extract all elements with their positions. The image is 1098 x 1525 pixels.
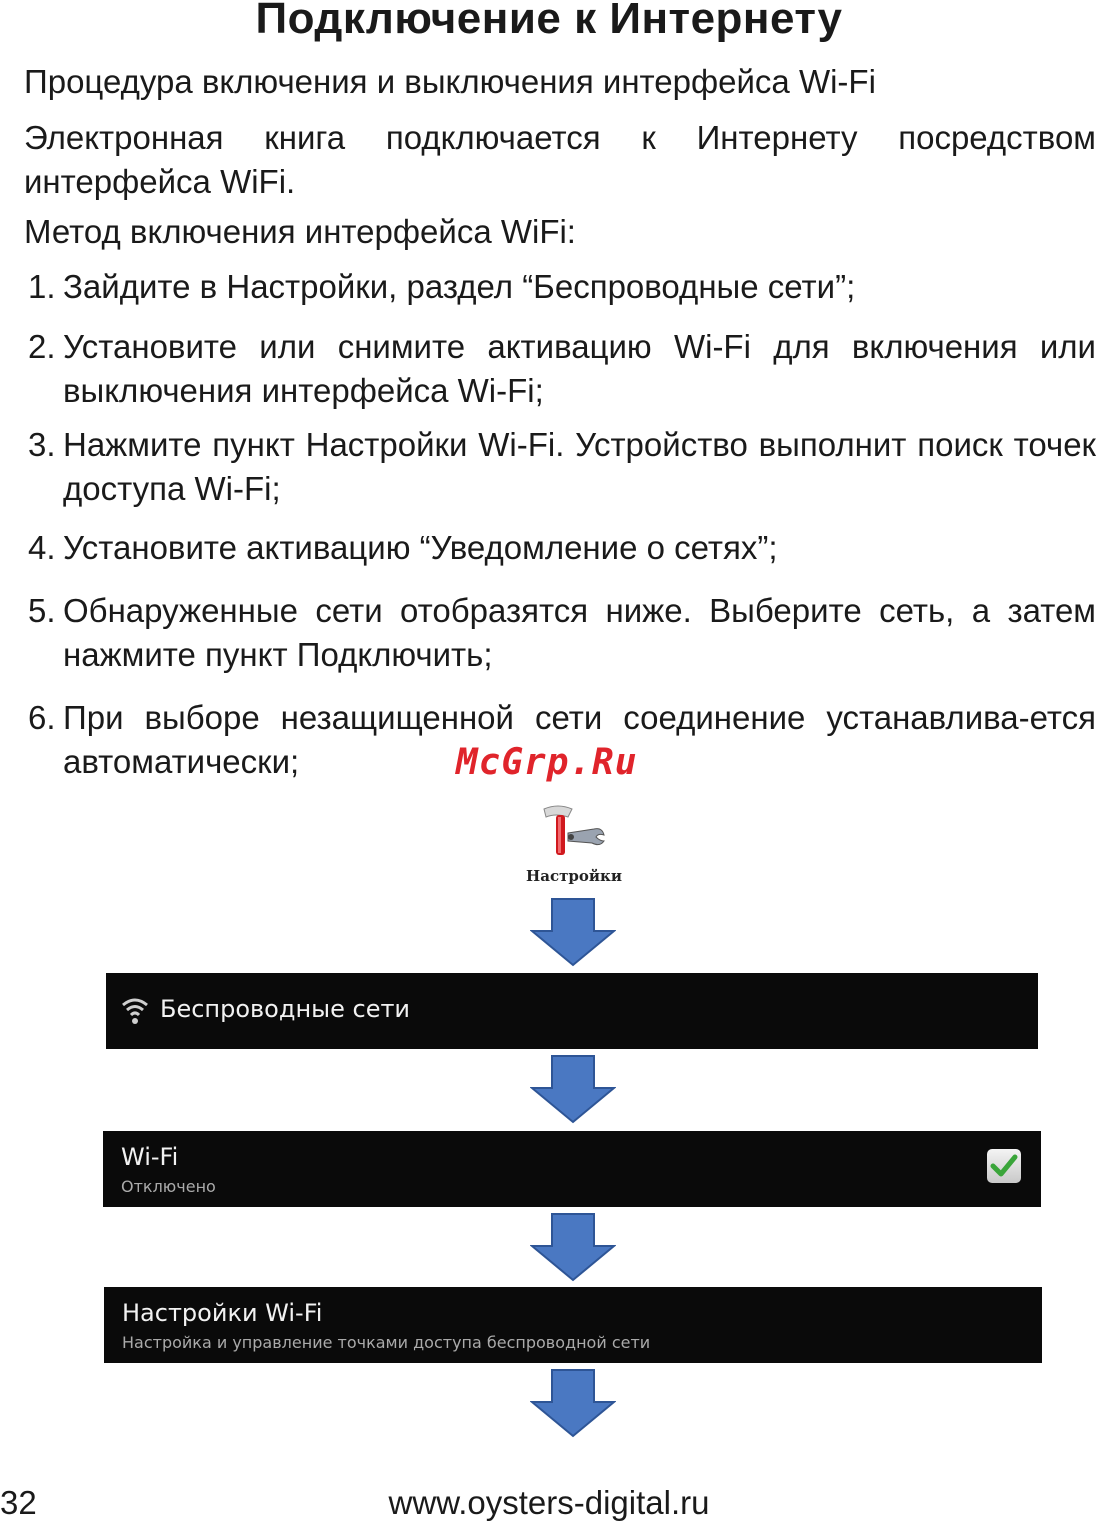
list-item-text: Зайдите в Настройки, раздел “Беспроводные сети”; bbox=[63, 268, 856, 305]
list-item bbox=[28, 325, 1096, 413]
settings-caption: Настройки bbox=[526, 867, 622, 885]
list-item-text: Установите или снимите активацию Wi-Fi для включения или выключения интерфейса Wi-Fi; bbox=[63, 328, 1096, 409]
list-item bbox=[28, 423, 1096, 511]
page-number: 32 bbox=[0, 1484, 37, 1521]
list-item-number: 3. bbox=[28, 426, 56, 463]
section-subheading: Процедура включения и выключения интерфейса Wi-Fi bbox=[24, 63, 876, 100]
arrow-down-icon bbox=[530, 1212, 616, 1282]
watermark: McGrp.Ru bbox=[456, 742, 638, 783]
wifi-settings-description: Настройка и управление точками доступа беспроводной сети bbox=[122, 1333, 651, 1352]
wifi-icon bbox=[120, 996, 150, 1026]
list-item bbox=[28, 265, 1096, 309]
wifi-title: Wi-Fi bbox=[121, 1143, 179, 1171]
arrow-down-icon bbox=[530, 1368, 616, 1438]
wifi-status: Отключено bbox=[121, 1177, 216, 1196]
wireless-networks-item[interactable] bbox=[106, 973, 1038, 1049]
list-item-text: Установите активацию “Уведомление о сетях”; bbox=[63, 529, 778, 566]
wifi-toggle-item[interactable] bbox=[103, 1131, 1041, 1207]
list-item-text: При выборе незащищенной сети соединение устанавлива-ется автоматически; bbox=[63, 699, 1096, 780]
checkmark-icon bbox=[987, 1149, 1021, 1183]
page-title: Подключение к Интернету bbox=[255, 0, 843, 43]
list-item-number: 6. bbox=[28, 699, 56, 736]
wifi-checkbox[interactable] bbox=[987, 1149, 1021, 1183]
list-item-number: 2. bbox=[28, 328, 56, 365]
footer-url: www.oysters-digital.ru bbox=[388, 1484, 710, 1521]
list-item-number: 1. bbox=[28, 268, 56, 305]
settings-icon bbox=[538, 803, 608, 861]
intro-paragraph: Электронная книга подключается к Интернету посредством интерфейса WiFi. bbox=[24, 119, 1096, 200]
list-item-text: Нажмите пункт Настройки Wi-Fi. Устройство выполнит поиск точек доступа Wi-Fi; bbox=[63, 426, 1096, 507]
method-label: Метод включения интерфейса WiFi: bbox=[24, 213, 576, 250]
arrow-down-icon bbox=[530, 897, 616, 967]
arrow-down-icon bbox=[530, 1054, 616, 1124]
list-item-number: 5. bbox=[28, 592, 56, 629]
list-item bbox=[28, 526, 1096, 570]
wifi-settings-title: Настройки Wi-Fi bbox=[122, 1299, 323, 1327]
wifi-settings-item[interactable] bbox=[104, 1287, 1042, 1363]
wireless-networks-label: Беспроводные сети bbox=[160, 995, 411, 1023]
list-item-number: 4. bbox=[28, 529, 56, 566]
list-item-text: Обнаруженные сети отобразятся ниже. Выберите сеть, а затем нажмите пункт Подключить; bbox=[63, 592, 1096, 673]
list-item bbox=[28, 589, 1096, 677]
